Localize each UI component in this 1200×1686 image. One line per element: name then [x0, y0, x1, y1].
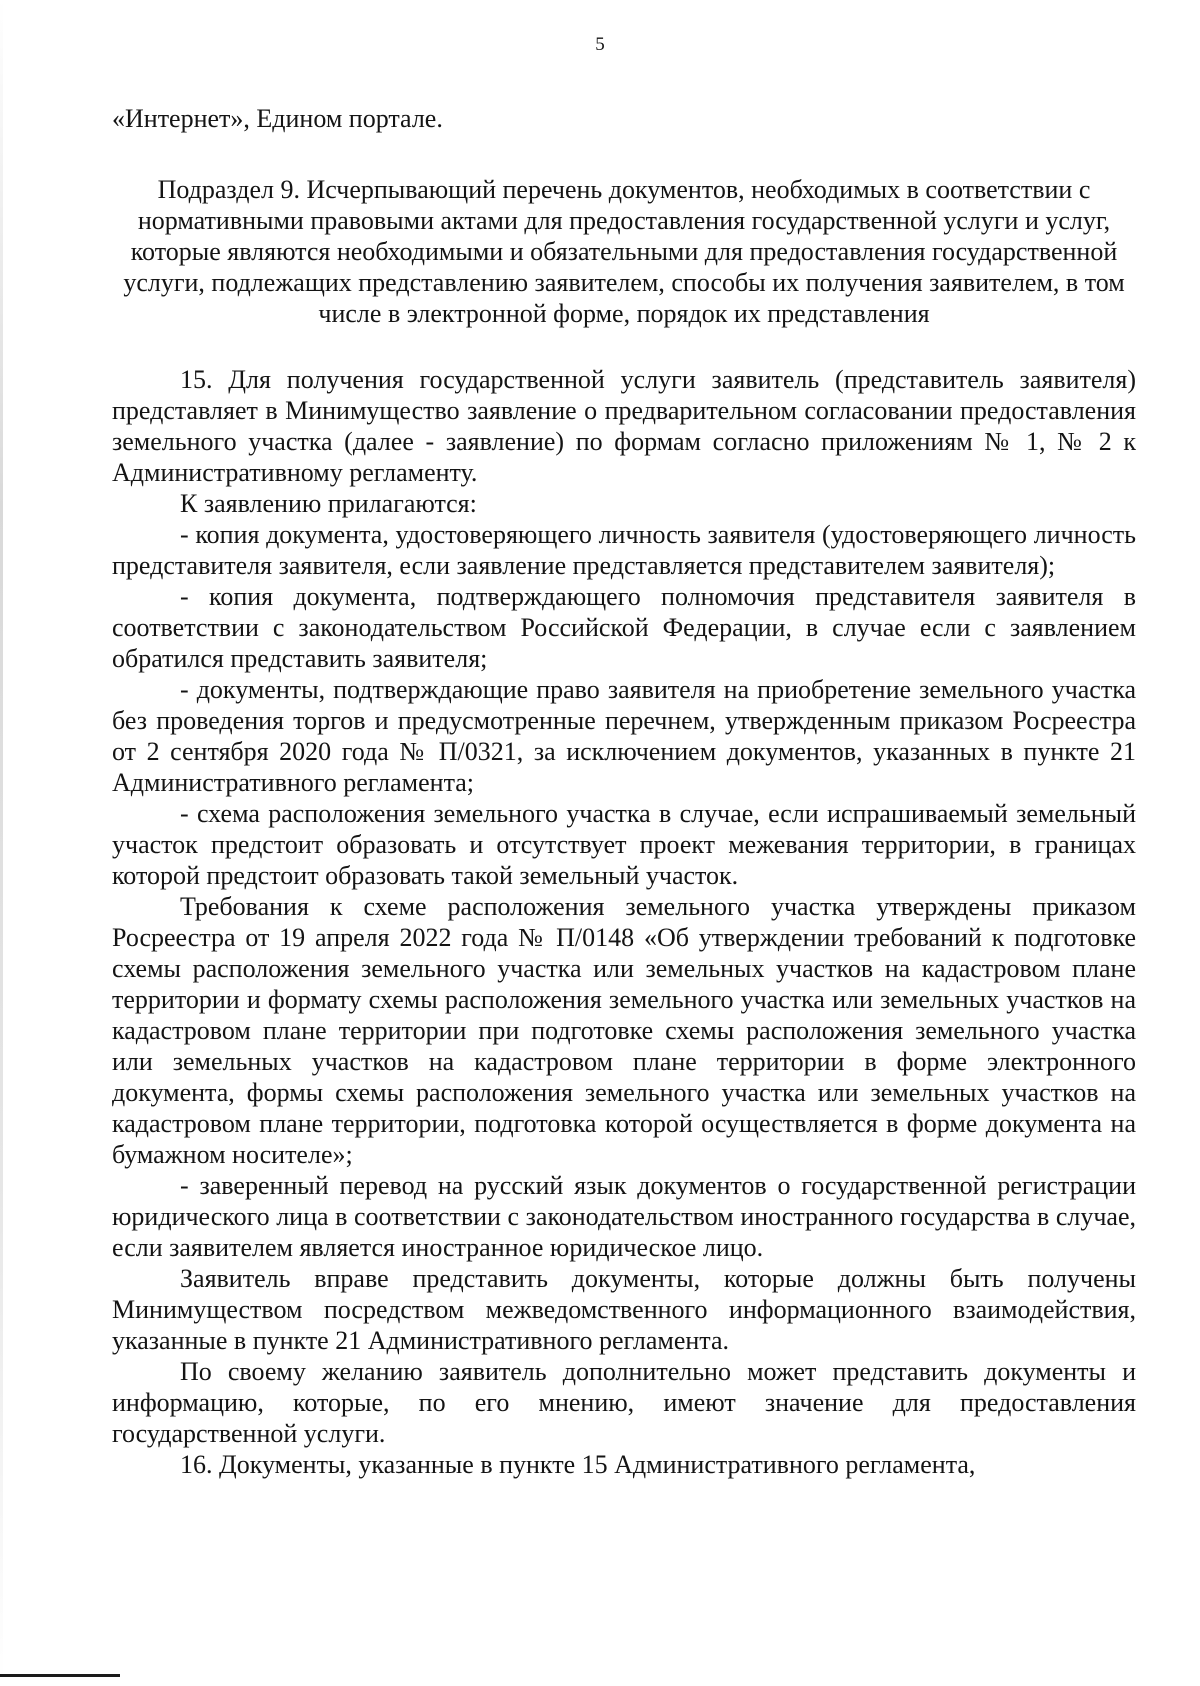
- paragraph-15: 15. Для получения государственной услуги заявитель (представитель заявителя) представляет в Минимущество заявление о предварительном согласовании предоставления земельного участка (далее - заявление) по формам согласно приложениям № 1, № 2 к Административному регламенту.: [112, 365, 1136, 487]
- paragraph-applicant-right: Заявитель вправе представить документы, которые должны быть получены Минимуществом посредством межведомственного информационного взаимодействия, указанные в пункте 21 Административного регламента.: [112, 1264, 1136, 1355]
- paragraph-scheme-requirements: Требования к схеме расположения земельного участка утверждены приказом Росреестра от 19 апреля 2022 года № П/0148 «Об утверждении требований к подготовке схемы расположения земельного участка или земельных участков на кадастровом плане территории и формату схемы расположения земельного участка или земельных участков на кадастровом плане территории при подготовке схемы расположения земельного участка или земельных участков на кадастровом плане территории в форме электронного документа, формы схемы расположения земельного участка или земельных участков на кадастровом плане территории, подготовка которой осуществляется в форме документа на бумажном носителе»;: [112, 892, 1136, 1169]
- paragraph-16: 16. Документы, указанные в пункте 15 Административного регламента,: [180, 1450, 976, 1479]
- list-item-rights-documents: - документы, подтверждающие право заявителя на приобретение земельного участка без проведения торгов и предусмотренные перечнем, утвержденным приказом Росреестра от 2 сентября 2020 года № П/0321, за исключением документов, указанных в пункте 21 Административного регламента;: [112, 675, 1136, 797]
- list-item-identity-copy: - копия документа, удостоверяющего личность заявителя (удостоверяющего личность представителя заявителя, если заявление представляется представителем заявителя);: [112, 520, 1136, 580]
- body-text: [112, 364, 1136, 1480]
- page-number: 5: [595, 34, 605, 55]
- scan-edge: [0, 0, 3, 1686]
- list-item-land-scheme: - схема расположения земельного участка в случае, если испрашиваемый земельный участок предстоит образовать и отсутствует проект межевания территории, в границах которой предстоит образовать такой земельный участок.: [112, 799, 1136, 890]
- scan-bottom-line: [0, 1674, 120, 1677]
- list-item-authority-copy: - копия документа, подтверждающего полномочия представителя заявителя в соответствии с законодательством Российской Федерации, в случае если с заявлением обратился представить заявителя;: [112, 582, 1136, 673]
- intro-text: «Интернет», Едином портале.: [112, 104, 443, 133]
- paragraph-additional-documents: По своему желанию заявитель дополнительно может представить документы и информацию, которые, по его мнению, имеют значение для предоставления государственной услуги.: [112, 1357, 1136, 1448]
- subsection-heading: Подраздел 9. Исчерпывающий перечень документов, необходимых в соответствии с нормативными правовыми актами для предоставления государственной услуги и услуг, которые являются необходимыми и обязательными для предоставления государственной услуги, подлежащих представлению заявителем, способы их получения заявителем, в том числе в электронной форме, порядок их представления: [123, 175, 1125, 328]
- paragraph-attachments-intro: К заявлению прилагаются:: [180, 489, 477, 518]
- list-item-certified-translation: - заверенный перевод на русский язык документов о государственной регистрации юридического лица в соответствии с законодательством иностранного государства в случае, если заявителем является иностранное юридическое лицо.: [112, 1171, 1136, 1262]
